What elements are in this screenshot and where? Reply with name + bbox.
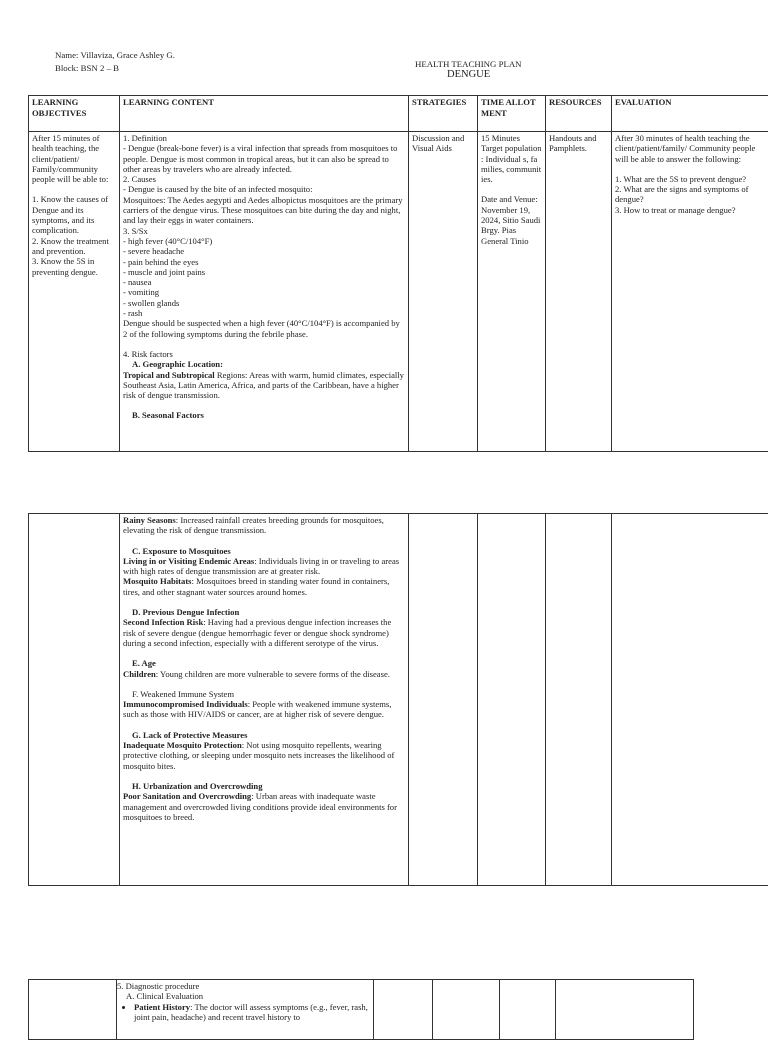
patient-history-item: • Patient History: The doctor will assess symptoms (e.g., fever, rash, joint pain, headache) and recent travel history to bbox=[134, 1002, 370, 1023]
content-cell-page2 bbox=[120, 514, 409, 886]
symptom-item: - high fever (40°C/104°F) bbox=[123, 236, 405, 246]
symptom-item: - muscle and joint pains bbox=[123, 267, 405, 277]
rainy-seasons-text: Rainy Seasons: Increased rainfall creates breeding grounds for mosquitoes, elevating the risk of dengue transmission. bbox=[123, 515, 405, 536]
risk-factors-heading: 4. Risk factors bbox=[123, 349, 405, 359]
col-header-resources: RESOURCES bbox=[546, 96, 612, 132]
causes-mosquitoes-text: Mosquitoes: The Aedes aegypti and Aedes albopictus mosquitoes are the primary carriers of the dengue virus. These mosquitoes can bite during the day and night, and lay their eggs in water containers. bbox=[123, 195, 405, 226]
mosquito-habitats-text: Mosquito Habitats: Mosquitoes breed in standing water found in containers, tires, and other stagnant water sources around homes. bbox=[123, 576, 405, 597]
evaluation-item: 1. What are the 5S to prevent dengue? bbox=[615, 174, 768, 184]
time-cell bbox=[478, 132, 546, 452]
time-venue: Date and Venue: November 19, 2024, Sitio Saudi Brgy. Pias General Tinio bbox=[481, 194, 542, 245]
poor-sanitation-text: Poor Sanitation and Overcrowding: Urban areas with inadequate waste management and overcrowded living conditions provide ideal environments for mosquitoes to breed. bbox=[123, 791, 405, 822]
teaching-plan-table-page1 bbox=[28, 95, 768, 452]
resources-cell: Handouts and Pamphlets. bbox=[546, 132, 612, 452]
col-header-strategies: STRATEGIES bbox=[409, 96, 478, 132]
time-duration: 15 Minutes bbox=[481, 133, 542, 143]
ssx-heading: 3. S/Sx bbox=[123, 226, 405, 236]
geographic-text: Tropical and Subtropical Regions: Areas with warm, humid climates, especially Southeast Asia, Latin America, Africa, and parts of the Caribbean, have a higher risk of dengue transmission. bbox=[123, 370, 405, 401]
age-heading: E. Age bbox=[123, 658, 405, 668]
causes-text: - Dengue is caused by the bite of an infected mosquito: bbox=[123, 184, 405, 194]
seasonal-factors-heading: B. Seasonal Factors bbox=[123, 410, 405, 420]
diagnostic-list bbox=[117, 1002, 370, 1023]
inadequate-protection-text: Inadequate Mosquito Protection: Not using mosquito repellents, wearing protective clothing, or sleeping under mosquito nets increases the likelihood of mosquito bites. bbox=[123, 740, 405, 771]
resources-cell-empty bbox=[500, 980, 556, 1040]
weakened-immune-heading: F. Weakened Immune System bbox=[123, 689, 405, 699]
time-cell-empty bbox=[478, 514, 546, 886]
strategies-cell: Discussion and Visual Aids bbox=[409, 132, 478, 452]
student-name: Name: Villaviza, Grace Ashley G. bbox=[55, 50, 175, 60]
second-infection-text: Second Infection Risk: Having had a previous dengue infection increases the risk of severe dengue (dengue hemorrhagic fever or dengue shock syndrome) during a second infection, especially with a different serotype of the virus. bbox=[123, 617, 405, 648]
endemic-areas-text: Living in or Visiting Endemic Areas: Individuals living in or traveling to areas with high rates of dengue transmission are at greater risk. bbox=[123, 556, 405, 577]
teaching-plan-table-page2 bbox=[28, 513, 768, 886]
col-header-time: TIME ALLOTMENT bbox=[478, 96, 546, 132]
symptom-item: - rash bbox=[123, 308, 405, 318]
symptom-item: - pain behind the eyes bbox=[123, 257, 405, 267]
immunocompromised-text: Immunocompromised Individuals: People with weakened immune systems, such as those with HIV/AIDS or cancer, are at higher risk of severe dengue. bbox=[123, 699, 405, 720]
geographic-location-heading: A. Geographic Location: bbox=[123, 359, 405, 369]
definition-text: - Dengue (break-bone fever) is a viral infection that spreads from mosquitoes to people. Dengue is most common in tropical areas, but it can also be spread to other areas by travelers who are already infected. bbox=[123, 143, 405, 174]
clinical-evaluation-heading: A. Clinical Evaluation bbox=[117, 991, 370, 1001]
evaluation-cell bbox=[612, 132, 768, 452]
objectives-intro: After 15 minutes of health teaching, the client/patient/ Family/community people will be able to: bbox=[32, 133, 116, 184]
teaching-plan-table-page3 bbox=[28, 979, 694, 1040]
objectives-cell bbox=[29, 132, 120, 452]
strategies-cell-empty bbox=[374, 980, 433, 1040]
objective-item: 1. Know the causes of Dengue and its symptoms, and its complication. bbox=[32, 194, 116, 235]
causes-heading: 2. Causes bbox=[123, 174, 405, 184]
student-block: Block: BSN 2 – B bbox=[55, 63, 119, 73]
col-header-objectives: LEARNING OBJECTIVES bbox=[29, 96, 120, 132]
document-subtitle: DENGUE bbox=[447, 70, 490, 80]
evaluation-cell-empty bbox=[612, 514, 768, 886]
content-cell-page3 bbox=[117, 980, 374, 1040]
ssx-note: Dengue should be suspected when a high fever (40°C/104°F) is accompanied by 2 of the following symptoms during the febrile phase. bbox=[123, 318, 405, 339]
evaluation-item: 2. What are the signs and symptoms of dengue? bbox=[615, 184, 768, 205]
objective-item: 3. Know the 5S in preventing dengue. bbox=[32, 256, 116, 277]
symptom-item: - swollen glands bbox=[123, 298, 405, 308]
col-header-evaluation: EVALUATION bbox=[612, 96, 768, 132]
evaluation-item: 3. How to treat or manage dengue? bbox=[615, 205, 768, 215]
document-title: HEALTH TEACHING PLAN bbox=[415, 59, 522, 69]
protective-measures-heading: G. Lack of Protective Measures bbox=[123, 730, 405, 740]
diagnostic-heading: 5. Diagnostic procedure bbox=[117, 981, 370, 991]
time-cell-empty bbox=[433, 980, 500, 1040]
symptom-item: - nausea bbox=[123, 277, 405, 287]
objectives-cell-empty bbox=[29, 514, 120, 886]
children-text: Children: Young children are more vulnerable to severe forms of the disease. bbox=[123, 669, 405, 679]
content-cell-page1 bbox=[120, 132, 409, 452]
evaluation-cell-empty bbox=[556, 980, 694, 1040]
geographic-bold: Tropical and Subtropical bbox=[123, 370, 215, 380]
evaluation-intro: After 30 minutes of health teaching the client/patient/family/ Community people will be able to answer the following: bbox=[615, 133, 768, 164]
time-target: Target population : Individual s, families, communities. bbox=[481, 143, 542, 184]
urbanization-heading: H. Urbanization and Overcrowding bbox=[123, 781, 405, 791]
symptom-item: - vomiting bbox=[123, 287, 405, 297]
exposure-heading: C. Exposure to Mosquitoes bbox=[123, 546, 405, 556]
objectives-cell-empty bbox=[29, 980, 117, 1040]
strategies-cell-empty bbox=[409, 514, 478, 886]
definition-heading: 1. Definition bbox=[123, 133, 405, 143]
symptom-item: - severe headache bbox=[123, 246, 405, 256]
col-header-content: LEARNING CONTENT bbox=[120, 96, 409, 132]
objective-item: 2. Know the treatment and prevention. bbox=[32, 236, 116, 257]
previous-infection-heading: D. Previous Dengue Infection bbox=[123, 607, 405, 617]
resources-cell-empty bbox=[546, 514, 612, 886]
